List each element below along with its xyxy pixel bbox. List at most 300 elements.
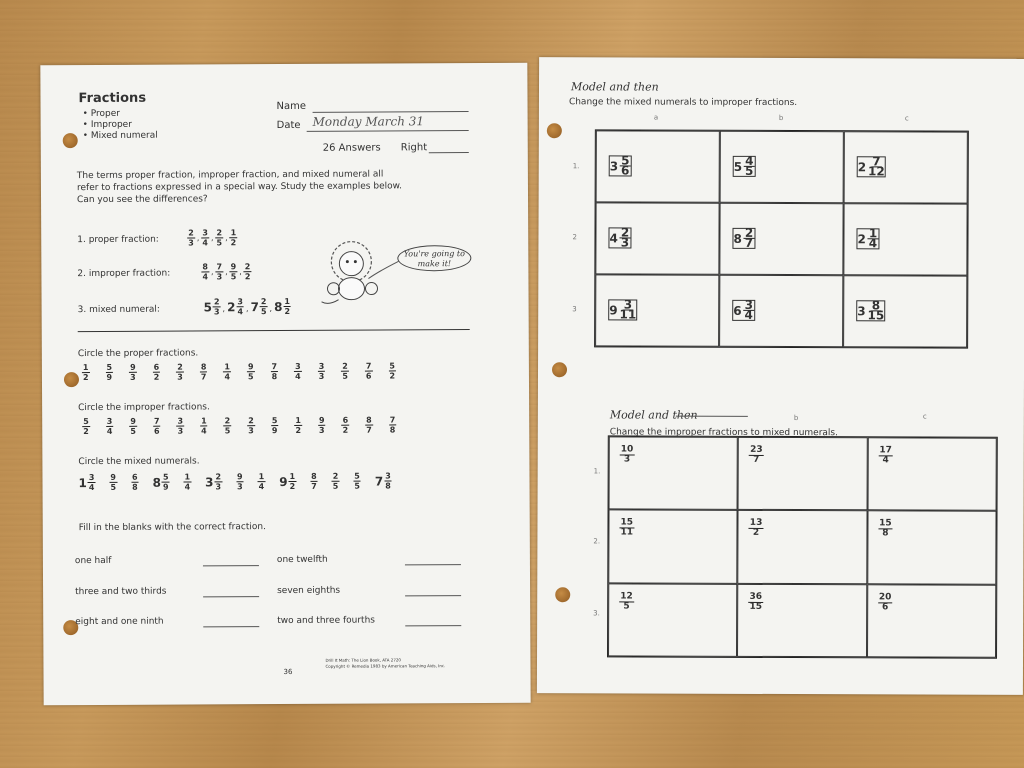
numerator: 3: [177, 416, 184, 426]
mixed-numeral: [251, 297, 268, 316]
mixed-numeral: [609, 155, 632, 176]
fraction: [131, 473, 139, 492]
right-label: Right: [400, 142, 428, 154]
numerator: 9: [237, 472, 243, 482]
column-label: c: [904, 114, 909, 123]
numerator: 1: [82, 363, 89, 373]
mixed-numeral: [274, 297, 291, 316]
fraction: [388, 361, 396, 380]
fill-blank[interactable]: [405, 564, 461, 565]
numerator: 15: [879, 518, 892, 529]
numerator: 2: [188, 228, 194, 238]
denominator: 2: [295, 425, 302, 435]
denominator: 5: [110, 482, 117, 492]
mixed-numeral: [310, 472, 318, 491]
denominator: 6: [365, 371, 372, 381]
numerator: 3: [237, 297, 244, 307]
fraction: [200, 362, 208, 381]
separator: ,: [246, 303, 249, 313]
fraction: [236, 297, 244, 316]
fraction: [283, 297, 291, 316]
denominator: 6: [153, 426, 160, 436]
numerator: 4: [745, 153, 754, 168]
example-mixed-label: 3. mixed numeral:: [77, 304, 160, 316]
numerator: 12: [620, 591, 633, 602]
numerator: 2: [177, 362, 183, 372]
answer-cell[interactable]: [719, 203, 843, 275]
numerator: 7: [153, 416, 160, 426]
lion-cartoon: [313, 233, 473, 312]
answer-cell[interactable]: [596, 130, 720, 202]
fraction: [332, 472, 340, 491]
fraction: [341, 362, 349, 381]
divider: [78, 329, 470, 332]
fraction: [310, 472, 318, 491]
answer-cell[interactable]: [844, 131, 968, 203]
numerator: 7: [872, 154, 881, 169]
denominator: 8: [132, 482, 138, 492]
fraction: [82, 363, 90, 382]
mixed-numeral: [205, 472, 222, 491]
mixed-numeral: [608, 227, 631, 248]
instruction-1: Change the mixed numerals to improper fractions.: [568, 97, 798, 109]
numerator: 5: [621, 153, 630, 168]
numerator: 10: [620, 444, 634, 455]
fraction: [620, 445, 635, 464]
worksheet-title: Fractions: [78, 90, 147, 107]
circle-mixed-instruction: Circle the mixed numerals.: [78, 456, 200, 468]
fraction: [619, 592, 634, 611]
denominator: 3: [319, 425, 325, 435]
circle-improper-instruction: Circle the improper fractions.: [78, 402, 210, 414]
fraction: [749, 519, 764, 538]
fraction: [619, 297, 637, 322]
denominator: 8: [385, 481, 391, 491]
fraction: [868, 154, 885, 179]
denominator: 5: [224, 426, 231, 436]
row-label: 2.: [593, 537, 601, 546]
mixed-to-improper-grid: [594, 129, 969, 348]
numerator: 3: [88, 473, 95, 483]
numerator: 36: [749, 591, 763, 602]
fraction: [176, 363, 184, 382]
handwritten-heading-1: Model and then: [570, 80, 659, 94]
fill-item: eight and one ninth: [75, 616, 164, 628]
numerator: 3: [744, 297, 753, 312]
example-proper-label: 1. proper fraction:: [77, 234, 159, 246]
fraction: [247, 416, 255, 435]
numerator: 9: [318, 415, 325, 425]
fraction: [105, 363, 113, 382]
numerator: 5: [83, 417, 89, 427]
row-label: 2: [572, 233, 577, 242]
denominator: 3: [623, 454, 631, 465]
answer-cell[interactable]: [595, 202, 719, 274]
numerator: 1: [230, 228, 237, 238]
punch-hole: [547, 123, 562, 138]
numerator: 1: [868, 226, 878, 241]
numerator: 2: [342, 361, 348, 371]
denominator: 5: [332, 481, 339, 491]
mixed-numeral: [153, 473, 170, 492]
denominator: 3: [237, 482, 243, 492]
punch-hole: [64, 372, 79, 387]
denominator: 5: [354, 481, 360, 491]
fraction: [223, 362, 231, 381]
whole-number: 8: [733, 231, 742, 246]
fraction: [230, 262, 238, 281]
bullet-list: [83, 109, 158, 142]
answer-cell[interactable]: [719, 275, 843, 347]
fraction: [200, 416, 208, 435]
fraction: [260, 297, 268, 316]
answer-cell[interactable]: [737, 584, 867, 658]
fraction: [318, 362, 326, 381]
numerator: 6: [131, 472, 138, 482]
numerator: 2: [244, 262, 251, 272]
name-line: [313, 111, 469, 113]
fraction: [289, 472, 297, 491]
answer-cell[interactable]: [867, 584, 997, 658]
punch-hole: [555, 587, 570, 602]
proper-fractions-row: [82, 361, 396, 382]
denominator: 2: [153, 372, 160, 382]
row-label: 1.: [593, 467, 601, 476]
fraction: [129, 363, 137, 382]
example-improper-values: [201, 262, 251, 281]
fraction: [744, 225, 754, 250]
whole-number: 2: [857, 231, 866, 246]
separator: ,: [196, 233, 200, 243]
fraction: [619, 519, 634, 538]
fraction: [214, 472, 222, 491]
answer-cell[interactable]: [609, 436, 739, 510]
numerator: 1: [295, 415, 301, 425]
fraction: [353, 472, 361, 491]
fraction: [749, 446, 764, 465]
numerator: 5: [106, 362, 113, 372]
row-label: 1.: [572, 162, 580, 171]
denominator: 4: [258, 482, 265, 492]
numerator: 9: [230, 262, 237, 272]
mixed-numeral: [332, 472, 340, 491]
numerator: 1: [258, 472, 265, 482]
fraction: [215, 262, 223, 281]
separator: ,: [269, 303, 273, 313]
fill-item: seven eighths: [277, 585, 341, 597]
fraction: [878, 446, 893, 465]
fraction: [176, 417, 184, 436]
mixed-numerals-row: [78, 471, 391, 492]
handwritten-heading-2: Model and then: [609, 408, 698, 422]
whole-number: 9: [279, 474, 288, 489]
denominator: 5: [342, 371, 348, 381]
right-line: [429, 152, 469, 153]
fraction: [294, 416, 302, 435]
fraction: [236, 472, 244, 491]
mixed-numeral: [258, 472, 266, 491]
denominator: 3: [177, 372, 183, 382]
whole-number: 3: [857, 303, 866, 318]
fraction: [187, 228, 195, 247]
denominator: 3: [318, 371, 325, 381]
name-label: Name: [276, 100, 307, 113]
denominator: 4: [882, 455, 889, 466]
fill-item: one half: [74, 555, 112, 567]
fraction: [129, 417, 137, 436]
fraction: [106, 417, 114, 436]
date-handwriting: Monday March 31: [312, 114, 425, 129]
numerator: 2: [213, 297, 220, 307]
fill-instruction: Fill in the blanks with the correct fraction.: [78, 522, 266, 534]
fraction: [318, 416, 326, 435]
denominator: 4: [202, 272, 209, 282]
numerator: 3: [318, 361, 325, 371]
numerator: 9: [130, 416, 136, 426]
numerator: 3: [623, 297, 633, 312]
fraction: [271, 416, 279, 435]
numerator: 1: [224, 362, 230, 372]
denominator: 3: [216, 272, 223, 282]
denominator: 9: [106, 372, 113, 382]
denominator: 9: [162, 482, 169, 492]
denominator: 7: [744, 235, 754, 250]
mixed-numeral: [204, 297, 221, 316]
denominator: 2: [284, 306, 291, 317]
denominator: 7: [366, 425, 372, 435]
mixed-numeral: [353, 472, 361, 491]
mixed-numeral: [279, 472, 296, 491]
answer-cell[interactable]: [843, 203, 967, 275]
denominator: 4: [106, 426, 113, 436]
numerator: 5: [271, 416, 278, 426]
left-worksheet: [40, 63, 530, 706]
numerator: 8: [871, 298, 881, 313]
numerator: 2: [620, 225, 630, 240]
denominator: 3: [248, 426, 254, 436]
separator: ,: [239, 267, 242, 277]
whole-number: 8: [274, 299, 283, 314]
denominator: 9: [271, 426, 278, 436]
fraction: [183, 472, 191, 491]
numerator: 3: [202, 228, 208, 238]
numerator: 9: [247, 362, 254, 372]
whole-number: 7: [250, 299, 259, 314]
numerator: 6: [342, 415, 349, 425]
denominator: 7: [311, 481, 317, 491]
answer-cell[interactable]: [738, 437, 868, 511]
fraction: [82, 417, 90, 436]
numerator: 5: [354, 471, 360, 481]
answer-cell[interactable]: [608, 583, 738, 657]
denominator: 5: [745, 163, 754, 178]
fill-blank[interactable]: [203, 565, 259, 566]
fill-item: two and three fourths: [277, 615, 376, 627]
numerator: 8: [366, 415, 372, 425]
whole-number: 4: [609, 230, 618, 245]
whole-number: 8: [152, 475, 162, 490]
numerator: 17: [879, 445, 892, 456]
answer-cell[interactable]: [867, 437, 997, 511]
denominator: 4: [224, 372, 231, 382]
denominator: 3: [215, 482, 222, 492]
numerator: 20: [878, 591, 892, 603]
circle-proper-instruction: Circle the proper fractions.: [77, 348, 199, 360]
denominator: 5: [230, 272, 237, 282]
denominator: 2: [244, 272, 251, 282]
fraction: [744, 153, 754, 178]
answer-cell[interactable]: [720, 131, 844, 203]
fraction: [201, 262, 209, 281]
whole-number: 2: [857, 159, 867, 174]
intro-text: The terms proper fraction, improper fraction, and mixed numeral all refer to fractions expressed in a special way. Study the examples below. Can you see the differences?: [76, 169, 403, 206]
fill-blank[interactable]: [203, 626, 259, 627]
fraction: [294, 362, 302, 381]
denominator: 6: [621, 163, 630, 178]
mixed-numeral: [856, 228, 879, 249]
denominator: 3: [177, 426, 184, 436]
denominator: 4: [88, 483, 95, 493]
date-line: [307, 130, 469, 132]
page-number: 36: [283, 667, 293, 677]
denominator: 4: [295, 371, 301, 381]
denominator: 5: [130, 426, 137, 436]
numerator: 2: [744, 225, 754, 240]
fraction: [620, 225, 630, 250]
whole-number: 3: [609, 158, 619, 173]
denominator: 2: [342, 425, 349, 435]
answer-cell[interactable]: [867, 511, 997, 585]
numerator: 1: [284, 296, 290, 307]
denominator: 2: [83, 427, 89, 437]
fraction: [153, 363, 161, 382]
mixed-numeral: [131, 473, 139, 492]
fill-blank[interactable]: [405, 595, 461, 596]
mixed-numeral: [375, 471, 392, 490]
row-label: 3: [572, 305, 577, 314]
separator: ,: [210, 233, 214, 243]
fill-blank[interactable]: [203, 596, 259, 597]
whole-number: 9: [609, 302, 618, 317]
numerator: 2: [332, 471, 339, 481]
fraction: [109, 473, 117, 492]
fill-item: one twelfth: [276, 554, 328, 566]
denominator: 12: [868, 164, 885, 179]
separator: ,: [225, 267, 228, 277]
fraction: [365, 362, 373, 381]
fill-blank[interactable]: [405, 625, 461, 626]
denominator: 5: [623, 601, 630, 612]
mixed-numeral: [733, 153, 756, 178]
numerator: 5: [389, 361, 396, 371]
denominator: 11: [619, 307, 637, 322]
whole-number: 6: [733, 303, 742, 318]
fraction: [620, 153, 630, 178]
fraction: [271, 362, 279, 381]
denominator: 4: [184, 482, 191, 492]
fraction: [162, 473, 170, 492]
denominator: 3: [620, 235, 630, 250]
fraction: [88, 473, 96, 492]
denominator: 11: [620, 527, 634, 538]
denominator: 4: [237, 307, 244, 317]
numerator: 8: [311, 471, 317, 481]
answer-cell[interactable]: [738, 510, 868, 584]
denominator: 5: [260, 307, 267, 317]
instruction-2: Change the improper fractions to mixed numerals.: [609, 427, 839, 439]
fraction: [878, 520, 893, 539]
numerator: 9: [130, 362, 136, 372]
punch-hole: [63, 133, 78, 148]
fraction: [201, 228, 209, 247]
numerator: 3: [385, 471, 391, 481]
whole-number: 3: [205, 474, 214, 489]
denominator: 2: [289, 481, 296, 491]
numerator: 5: [162, 472, 169, 482]
answer-cell[interactable]: [595, 274, 719, 346]
fraction: [389, 415, 397, 434]
row-label: 3.: [593, 609, 600, 618]
fraction: [224, 416, 232, 435]
fraction: [215, 228, 223, 247]
denominator: 6: [881, 602, 889, 613]
mixed-numeral: [78, 473, 95, 492]
denominator: 2: [752, 528, 760, 539]
denominator: 2: [82, 373, 89, 383]
mixed-numeral: [857, 156, 886, 177]
numerator: 2: [248, 416, 254, 426]
numerator: 3: [106, 416, 113, 426]
denominator: 3: [130, 372, 136, 382]
numerator: 3: [295, 361, 301, 371]
mixed-numeral: [608, 299, 637, 320]
column-label: b: [793, 414, 799, 423]
denominator: 5: [247, 372, 254, 382]
speech-bubble: You're going to make it!: [397, 245, 471, 271]
answer-cell[interactable]: [608, 510, 738, 584]
denominator: 3: [188, 238, 194, 248]
mixed-numeral: [227, 297, 244, 316]
numerator: 1: [184, 472, 191, 482]
denominator: 8: [882, 528, 889, 539]
date-label: Date: [276, 119, 301, 132]
separator: ,: [210, 267, 214, 277]
fraction: [230, 228, 238, 247]
fraction: [213, 297, 221, 316]
denominator: 4: [202, 238, 208, 248]
copyright-footer: Drill It Math: The Lion Book, ATA 2720 Copyright © Remedia 1983 by American Teaching Aids, Inc.: [325, 657, 446, 669]
separator: ,: [225, 233, 228, 243]
improper-fractions-row: [82, 415, 396, 436]
mixed-numeral: [183, 472, 191, 491]
punch-hole: [552, 362, 567, 377]
bullet-item: • Improper: [82, 119, 132, 131]
denominator: 15: [867, 308, 885, 323]
numerator: 6: [153, 362, 160, 372]
numerator: 7: [271, 362, 278, 372]
example-proper-values: [187, 228, 237, 247]
fraction: [878, 593, 893, 612]
bullet-item: • Proper: [82, 108, 121, 120]
answer-cell[interactable]: [843, 275, 967, 347]
column-label: a: [653, 113, 659, 122]
numerator: 7: [216, 262, 223, 272]
whole-number: 7: [374, 473, 384, 489]
numerator: 2: [224, 416, 231, 426]
denominator: 2: [389, 371, 396, 381]
numerator: 8: [200, 362, 207, 372]
denominator: 7: [200, 372, 207, 382]
